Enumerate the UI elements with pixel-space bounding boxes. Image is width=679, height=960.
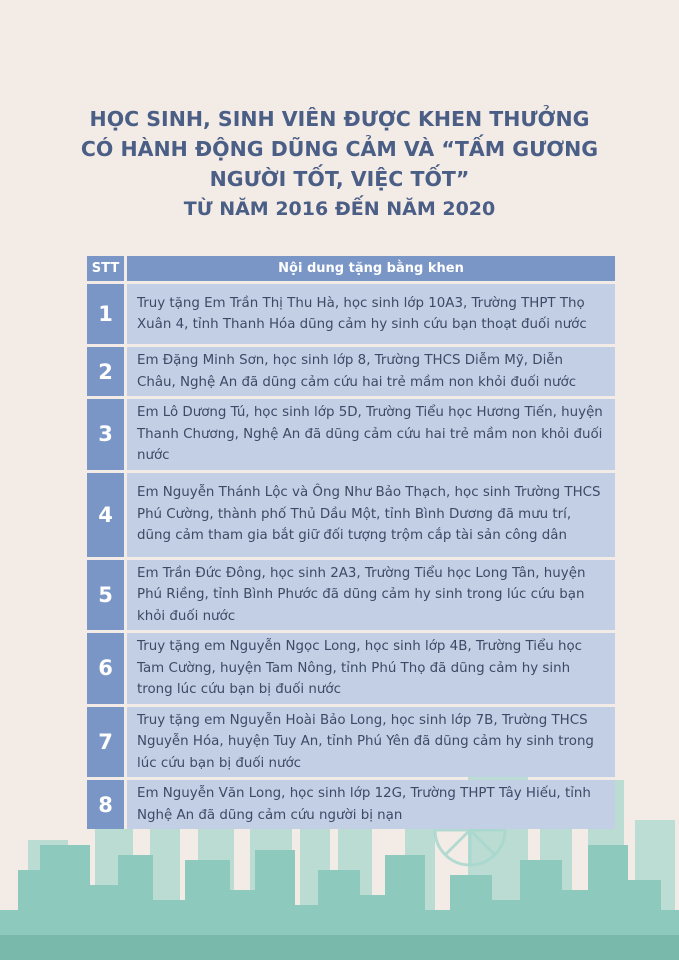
title-line-3: NGƯỜI TỐT, VIỆC TỐT”	[209, 167, 470, 191]
table-row	[87, 399, 615, 470]
table-row	[87, 473, 615, 557]
table-row	[87, 560, 615, 631]
row-content: Em Nguyễn Thánh Lộc và Ông Như Bảo Thạch, học sinh Trường THCS Phú Cường, thành phố Thủ Dầu Một, tỉnh Bình Dương đã mưu trí, dũng cảm tham gia bắt giữ đối tượng trộm cắp tài sản công dân	[124, 473, 615, 557]
table-row	[87, 284, 615, 344]
row-content: Em Trần Đức Đông, học sinh 2A3, Trường Tiểu học Long Tân, huyện Phú Riềng, tỉnh Bình Phước đã dũng cảm hy sinh trong lúc cứu bạn khỏi đuối nước	[124, 560, 615, 631]
row-number: 5	[87, 560, 124, 631]
page-title	[60, 104, 619, 224]
title-line-1: HỌC SINH, SINH VIÊN ĐƯỢC KHEN THƯỞNG	[89, 107, 590, 131]
row-content: Em Lô Dương Tú, học sinh lớp 5D, Trường Tiểu học Hương Tiến, huyện Thanh Chương, Nghệ An đã dũng cảm cứu hai trẻ mầm non khỏi đuối nước	[124, 399, 615, 470]
awards-table	[87, 253, 615, 832]
title-line-2: CÓ HÀNH ĐỘNG DŨNG CẢM VÀ “TẤM GƯƠNG	[80, 137, 599, 161]
row-number: 4	[87, 473, 124, 557]
row-number: 7	[87, 707, 124, 778]
row-content: Em Đặng Minh Sơn, học sinh lớp 8, Trường THCS Diễm Mỹ, Diễn Châu, Nghệ An đã dũng cảm cứu hai trẻ mầm non khỏi đuối nước	[124, 347, 615, 396]
table-header-row	[87, 256, 615, 281]
row-number: 3	[87, 399, 124, 470]
row-number: 8	[87, 780, 124, 829]
row-number: 2	[87, 347, 124, 396]
header-stt: STT	[87, 256, 124, 281]
table-row	[87, 780, 615, 829]
table-row	[87, 633, 615, 704]
row-content: Em Nguyễn Văn Long, học sinh lớp 12G, Trường THPT Tây Hiếu, tỉnh Nghệ An đã dũng cảm cứu người bị nạn	[124, 780, 615, 829]
row-content: Truy tặng em Nguyễn Hoài Bảo Long, học sinh lớp 7B, Trường THCS Nguyễn Hóa, huyện Tuy An, tỉnh Phú Yên đã dũng cảm hy sinh trong lúc cứu bạn bị đuối nước	[124, 707, 615, 778]
row-number: 6	[87, 633, 124, 704]
row-number: 1	[87, 284, 124, 344]
title-line-4: TỪ NĂM 2016 ĐẾN NĂM 2020	[183, 198, 496, 220]
header-content: Nội dung tặng bằng khen	[124, 256, 615, 281]
table-row	[87, 347, 615, 396]
row-content: Truy tặng em Nguyễn Ngọc Long, học sinh lớp 4B, Trường Tiểu học Tam Cường, huyện Tam Nông, tỉnh Phú Thọ đã dũng cảm hy sinh trong lúc cứu bạn bị đuối nước	[124, 633, 615, 704]
table-row	[87, 707, 615, 778]
row-content: Truy tặng Em Trần Thị Thu Hà, học sinh lớp 10A3, Trường THPT Thọ Xuân 4, tỉnh Thanh Hóa dũng cảm hy sinh cứu bạn thoạt đuối nước	[124, 284, 615, 344]
